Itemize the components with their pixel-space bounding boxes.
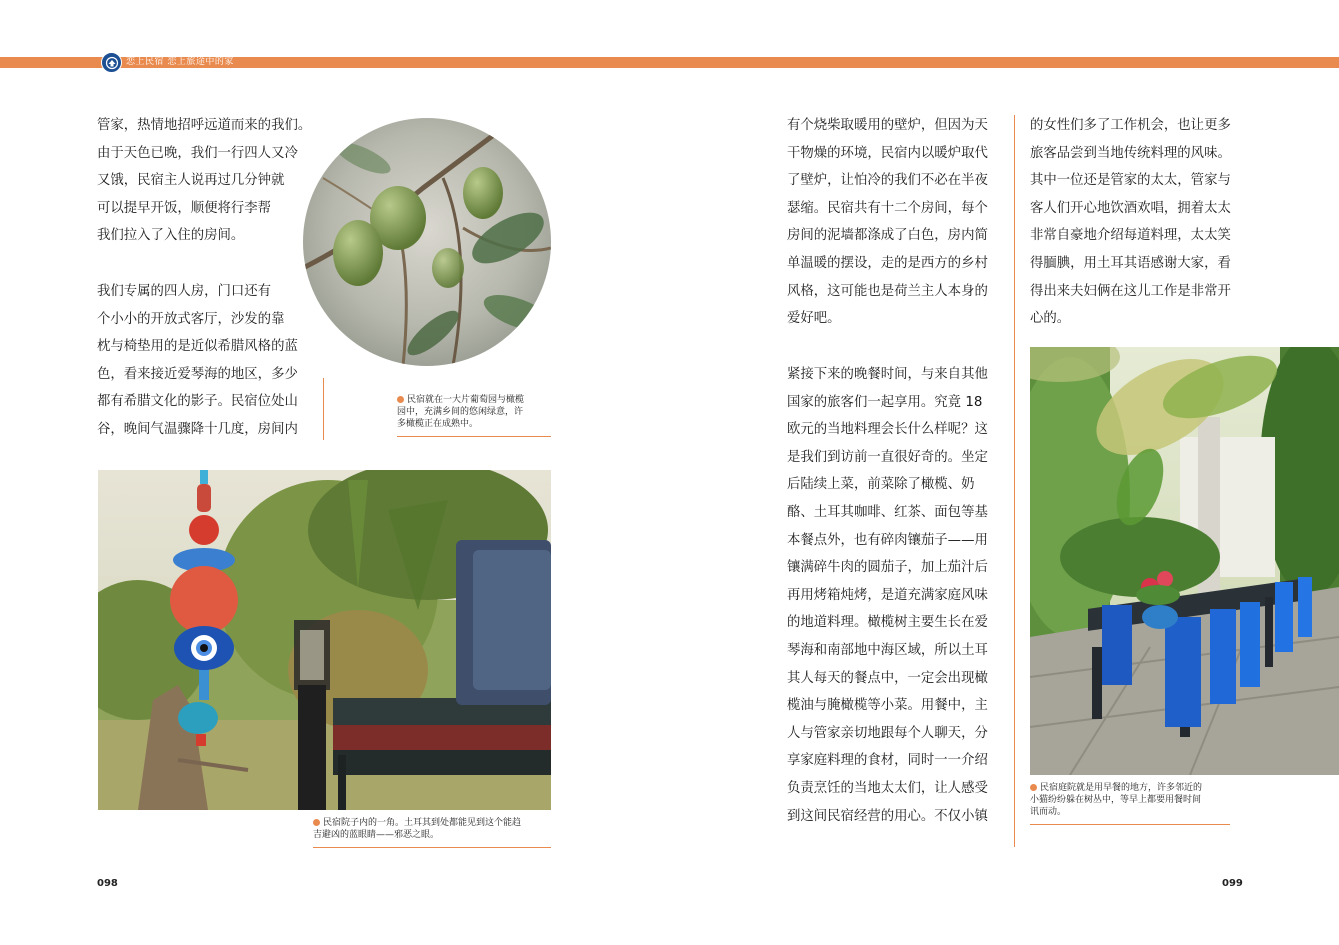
right-col2-paragraph: 的女性们多了工作机会，也让更多 旅客品尝到当地传统料理的风味。 其中一位还是管家的太太，管家与 客人们开心地饮酒欢唱，拥着太太 非常自豪地介绍每道料理，太太笑 得腼腆，用土耳其语感谢大家，看 得出来夫妇俩在这儿工作是非常开 心的。	[1030, 118, 1231, 327]
caption-bullet-icon	[313, 819, 320, 826]
header-title: 恋上民宿 恋上旅途中的家	[126, 57, 234, 67]
left-column-divider	[323, 378, 324, 440]
right-col1-paragraph-1: 有个烧柴取暖用的壁炉，但因为天 干物燥的环境，民宿内以暖炉取代 了壁炉，让怕冷的我们不必在半夜 瑟缩。民宿共有十二个房间，每个 房间的泥墙都涤成了白色，房内简 单温暖的摆设，走的是西方的乡村 风格，这可能也是荷兰主人本身的 爱好吧。	[787, 118, 988, 327]
left-paragraph-2: 我们专属的四人房，门口还有 个小小的开放式客厅，沙发的靠 枕与椅垫用的是近似希腊风格的蓝 色，看来接近爱琴海的地区，多少 都有希腊文化的影子。民宿位处山 谷，晚间气温骤降十几度，房间内	[97, 284, 298, 437]
caption-bullet-icon	[1030, 784, 1037, 791]
olive-photo-caption: 民宿就在一大片葡萄园与橄榄 园中，充满乡间的悠闲绿意，许 多橄榄正在成熟中。	[397, 394, 551, 437]
left-paragraph-1: 管家，热情地招呼远道而来的我们。 由于天色已晚，我们一行四人又冷 又饿，民宿主人说再过几分钟就 可以提早开饭，顺便将行李帮 我们拉入了入住的房间。	[97, 118, 312, 244]
page-number-right: 099	[1222, 878, 1243, 889]
caption-bullet-icon	[397, 396, 404, 403]
courtyard-photo-caption: 民宿院子内的一角。土耳其到处都能见到这个能趋 吉避凶的蓝眼睛——邪恶之眼。	[313, 817, 551, 848]
guesthouse-logo-icon	[101, 52, 122, 73]
olive-branch-photo	[303, 118, 551, 366]
right-column-divider	[1014, 115, 1015, 847]
garden-breakfast-photo	[1030, 347, 1339, 775]
garden-photo-caption: 民宿庭院就是用早餐的地方，许多邻近的 小猫纷纷躲在树丛中，等早上都要用餐时间 讯而动。	[1030, 782, 1230, 825]
right-col1-paragraph-2: 紧接下来的晚餐时间，与来自其他 国家的旅客们一起享用。究竟 18 欧元的当地料理会长什么样呢？这 是我们到访前一直很好奇的。坐定 后陆续上菜，前菜除了橄榄、奶 酪、土耳其咖啡、红茶、面包等基 本餐点外，也有碎肉镶茄子——用 镶满碎牛肉的圆茄子，加上茄汁后 再用烤箱炖烤，是道充满家庭风味 的地道料理。橄榄树主要生长在爱 琴海和南部地中海区域，所以土耳 其人每天的餐点中，一定会出现橄 榄油与腌橄榄等小菜。用餐中，主 人与管家亲切地跟每个人聊天，分 享家庭料理的食材，同时一一介绍 负责烹饪的当地太太们，让人感受 到这间民宿经营的用心。不仅小镇	[787, 367, 988, 824]
page-number-left: 098	[97, 878, 118, 889]
courtyard-evil-eye-photo	[98, 470, 551, 810]
